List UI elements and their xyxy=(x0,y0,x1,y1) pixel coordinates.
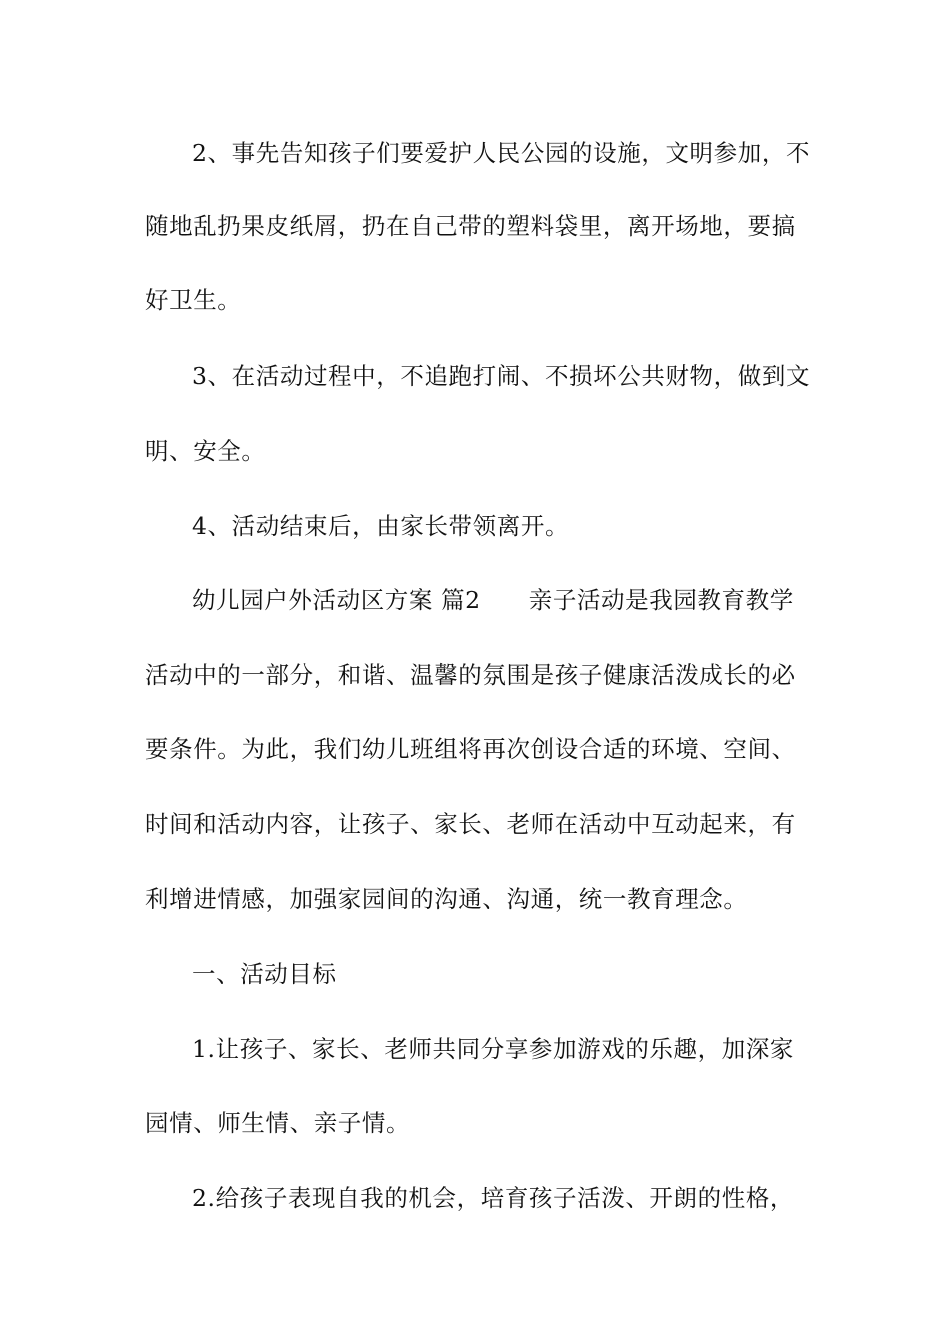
paragraph-line: 利增进情感，加强家园间的沟通、沟通，统一教育理念。 xyxy=(145,885,748,913)
paragraph-line: 活动中的一部分，和谐、温馨的氛围是孩子健康活泼成长的必 xyxy=(145,661,796,689)
paragraph-line: 随地乱扔果皮纸屑，扔在自己带的塑料袋里，离开场地，要搞 xyxy=(145,212,796,240)
paragraph-line: 明、安全。 xyxy=(145,437,266,465)
paragraph-line: 要条件。为此，我们幼儿班组将再次创设合适的环境、空间、 xyxy=(145,735,796,763)
paragraph-line: 2、事先告知孩子们要爱护人民公园的设施，文明参加，不 xyxy=(192,139,811,167)
section-heading: 幼儿园户外活动区方案 篇2 xyxy=(192,586,481,614)
paragraph-line: 2.给孩子表现自我的机会，培育孩子活泼、开朗的性格， xyxy=(192,1184,795,1212)
paragraph-line: 1.让孩子、家长、老师共同分享参加游戏的乐趣，加深家 xyxy=(192,1035,795,1063)
subheading-line: 一、活动目标 xyxy=(192,960,337,988)
paragraph-line: 4、活动结束后，由家长带领离开。 xyxy=(192,512,570,540)
paragraph-line: 园情、师生情、亲子情。 xyxy=(145,1109,411,1137)
paragraph-line: 好卫生。 xyxy=(145,286,242,314)
paragraph-line: 时间和活动内容，让孩子、家长、老师在活动中互动起来，有 xyxy=(145,810,796,838)
paragraph-text: 亲子活动是我园教育教学 xyxy=(528,586,794,614)
paragraph-line: 3、在活动过程中，不追跑打闹、不损坏公共财物，做到文 xyxy=(192,362,811,390)
section-heading-line xyxy=(192,585,812,615)
